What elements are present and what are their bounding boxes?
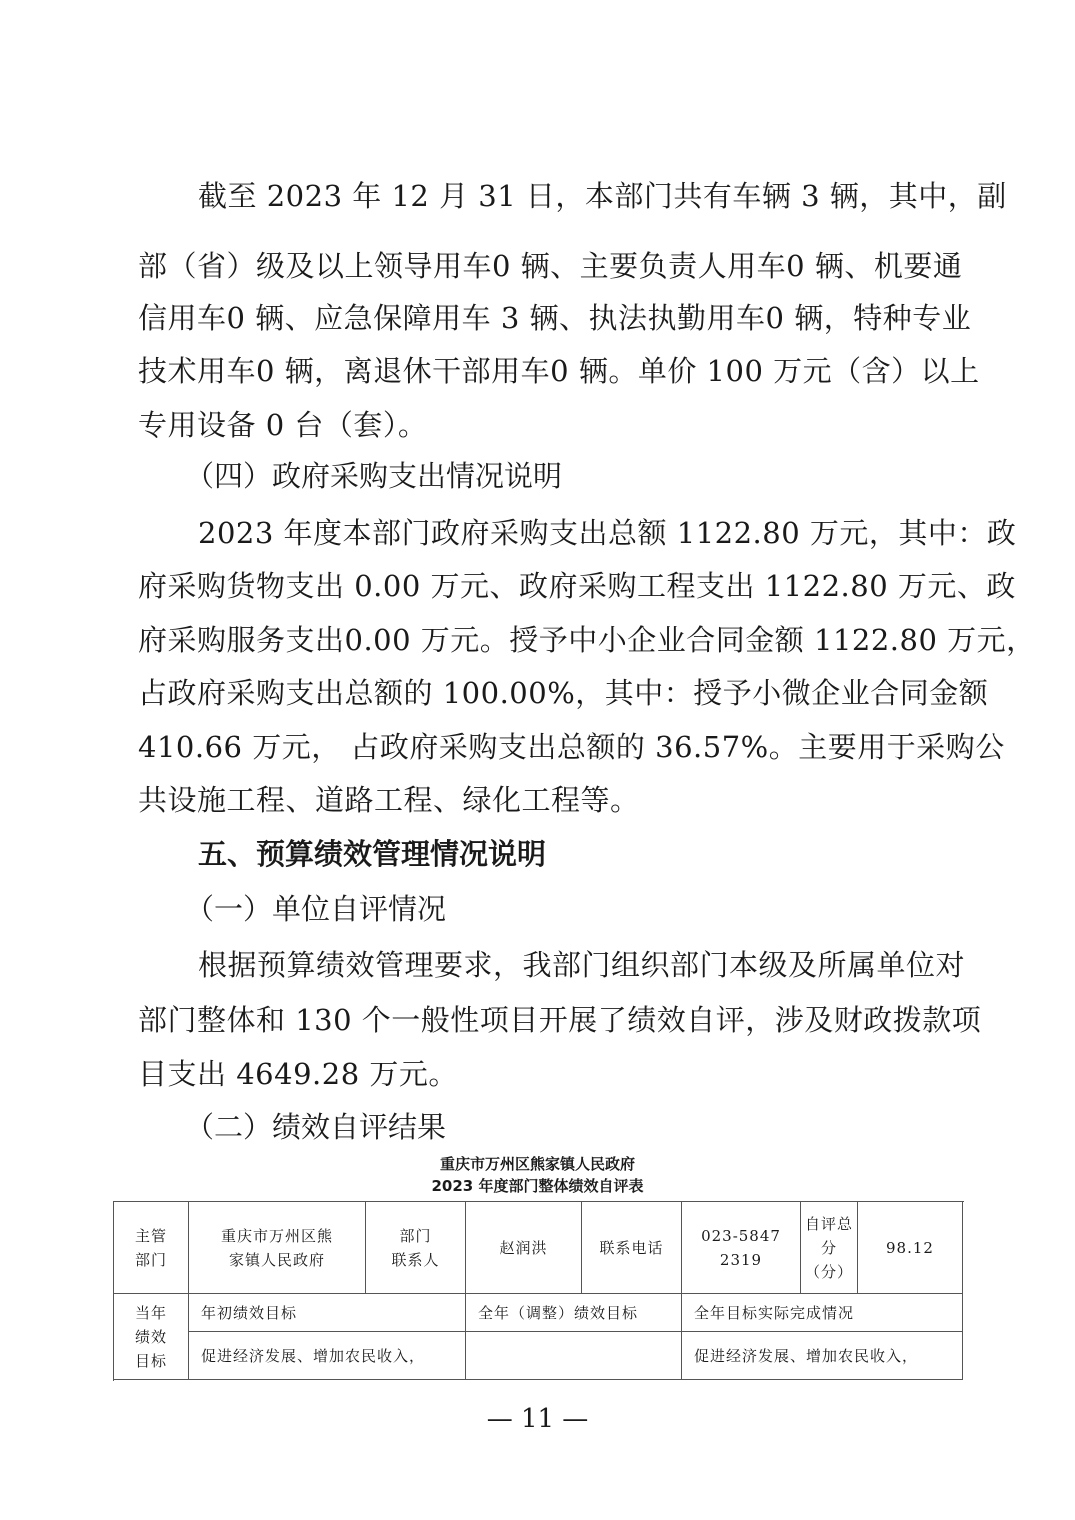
text-line: 占政府采购支出总额的 100.00%，其中：授予小微企业合同金额 — [138, 676, 989, 710]
subsection-heading-results: （二）绩效自评结果 — [185, 1110, 447, 1144]
text-line: 410.66 万元， 占政府采购支出总额的 36.57%。主要用于采购公 — [138, 730, 1005, 764]
table-title: 重庆市万州区熊家镇人民政府 — [439, 1155, 635, 1173]
text-line: 共设施工程、道路工程、绿化工程等。 — [138, 783, 640, 817]
text-line: 根据预算绩效管理要求，我部门组织部门本级及所属单位对 — [198, 948, 966, 982]
text-line: 截至 2023 年 12 月 31 日，本部门共有车辆 3 辆，其中，副 — [198, 179, 1007, 213]
text-line: 目支出 4649.28 万元。 — [138, 1057, 458, 1091]
text-line: 部（省）级及以上领导用车0 辆、主要负责人用车0 辆、机要通 — [138, 249, 963, 283]
text-line: 2023 年度本部门政府采购支出总额 1122.80 万元，其中：政 — [198, 516, 1017, 550]
phone-label: 联系电话 — [582, 1202, 682, 1294]
adjusted-goal-header: 全年（调整）绩效目标 — [466, 1294, 682, 1332]
goal-label: 当年 绩效 目标 — [114, 1294, 189, 1380]
phone-value: 023-5847 2319 — [682, 1202, 801, 1294]
table-subtitle: 2023 年度部门整体绩效自评表 — [431, 1177, 644, 1195]
initial-goal-header: 年初绩效目标 — [189, 1294, 466, 1332]
initial-goal-text: 促进经济发展、增加农民收入， — [189, 1332, 466, 1380]
score-label: 自评总 分 （分） — [801, 1202, 858, 1294]
text-line: 部门整体和 130 个一般性项目开展了绩效自评，涉及财政拨款项 — [138, 1003, 982, 1037]
subsection-heading-self-evaluation: （一）单位自评情况 — [185, 892, 447, 926]
text-line: 府采购服务支出0.00 万元。授予中小企业合同金额 1122.80 万元， — [138, 623, 1036, 657]
actual-text: 促进经济发展、增加农民收入， — [682, 1332, 963, 1380]
section-heading-performance: 五、预算绩效管理情况说明 — [198, 837, 547, 871]
text-line: 府采购货物支出 0.00 万元、政府采购工程支出 1122.80 万元、政 — [138, 569, 1016, 603]
page-number: — 11 — — [486, 1404, 589, 1434]
text-line: 信用车0 辆、应急保障用车 3 辆、执法执勤用车0 辆，特种专业 — [138, 301, 972, 335]
section-heading-procurement: （四）政府采购支出情况说明 — [185, 459, 563, 493]
performance-table — [113, 1201, 964, 1381]
dept-value: 重庆市万州区熊 家镇人民政府 — [189, 1202, 366, 1294]
actual-header: 全年目标实际完成情况 — [682, 1294, 963, 1332]
text-line: 技术用车0 辆，离退休干部用车0 辆。单价 100 万元（含）以上 — [138, 354, 980, 388]
dept-label: 主管 部门 — [114, 1202, 189, 1294]
score-value: 98.12 — [858, 1202, 963, 1294]
contact-label: 部门 联系人 — [366, 1202, 466, 1294]
text-line: 专用设备 0 台（套）。 — [138, 408, 428, 442]
adjusted-goal-text — [466, 1332, 682, 1380]
contact-value: 赵润洪 — [466, 1202, 582, 1294]
